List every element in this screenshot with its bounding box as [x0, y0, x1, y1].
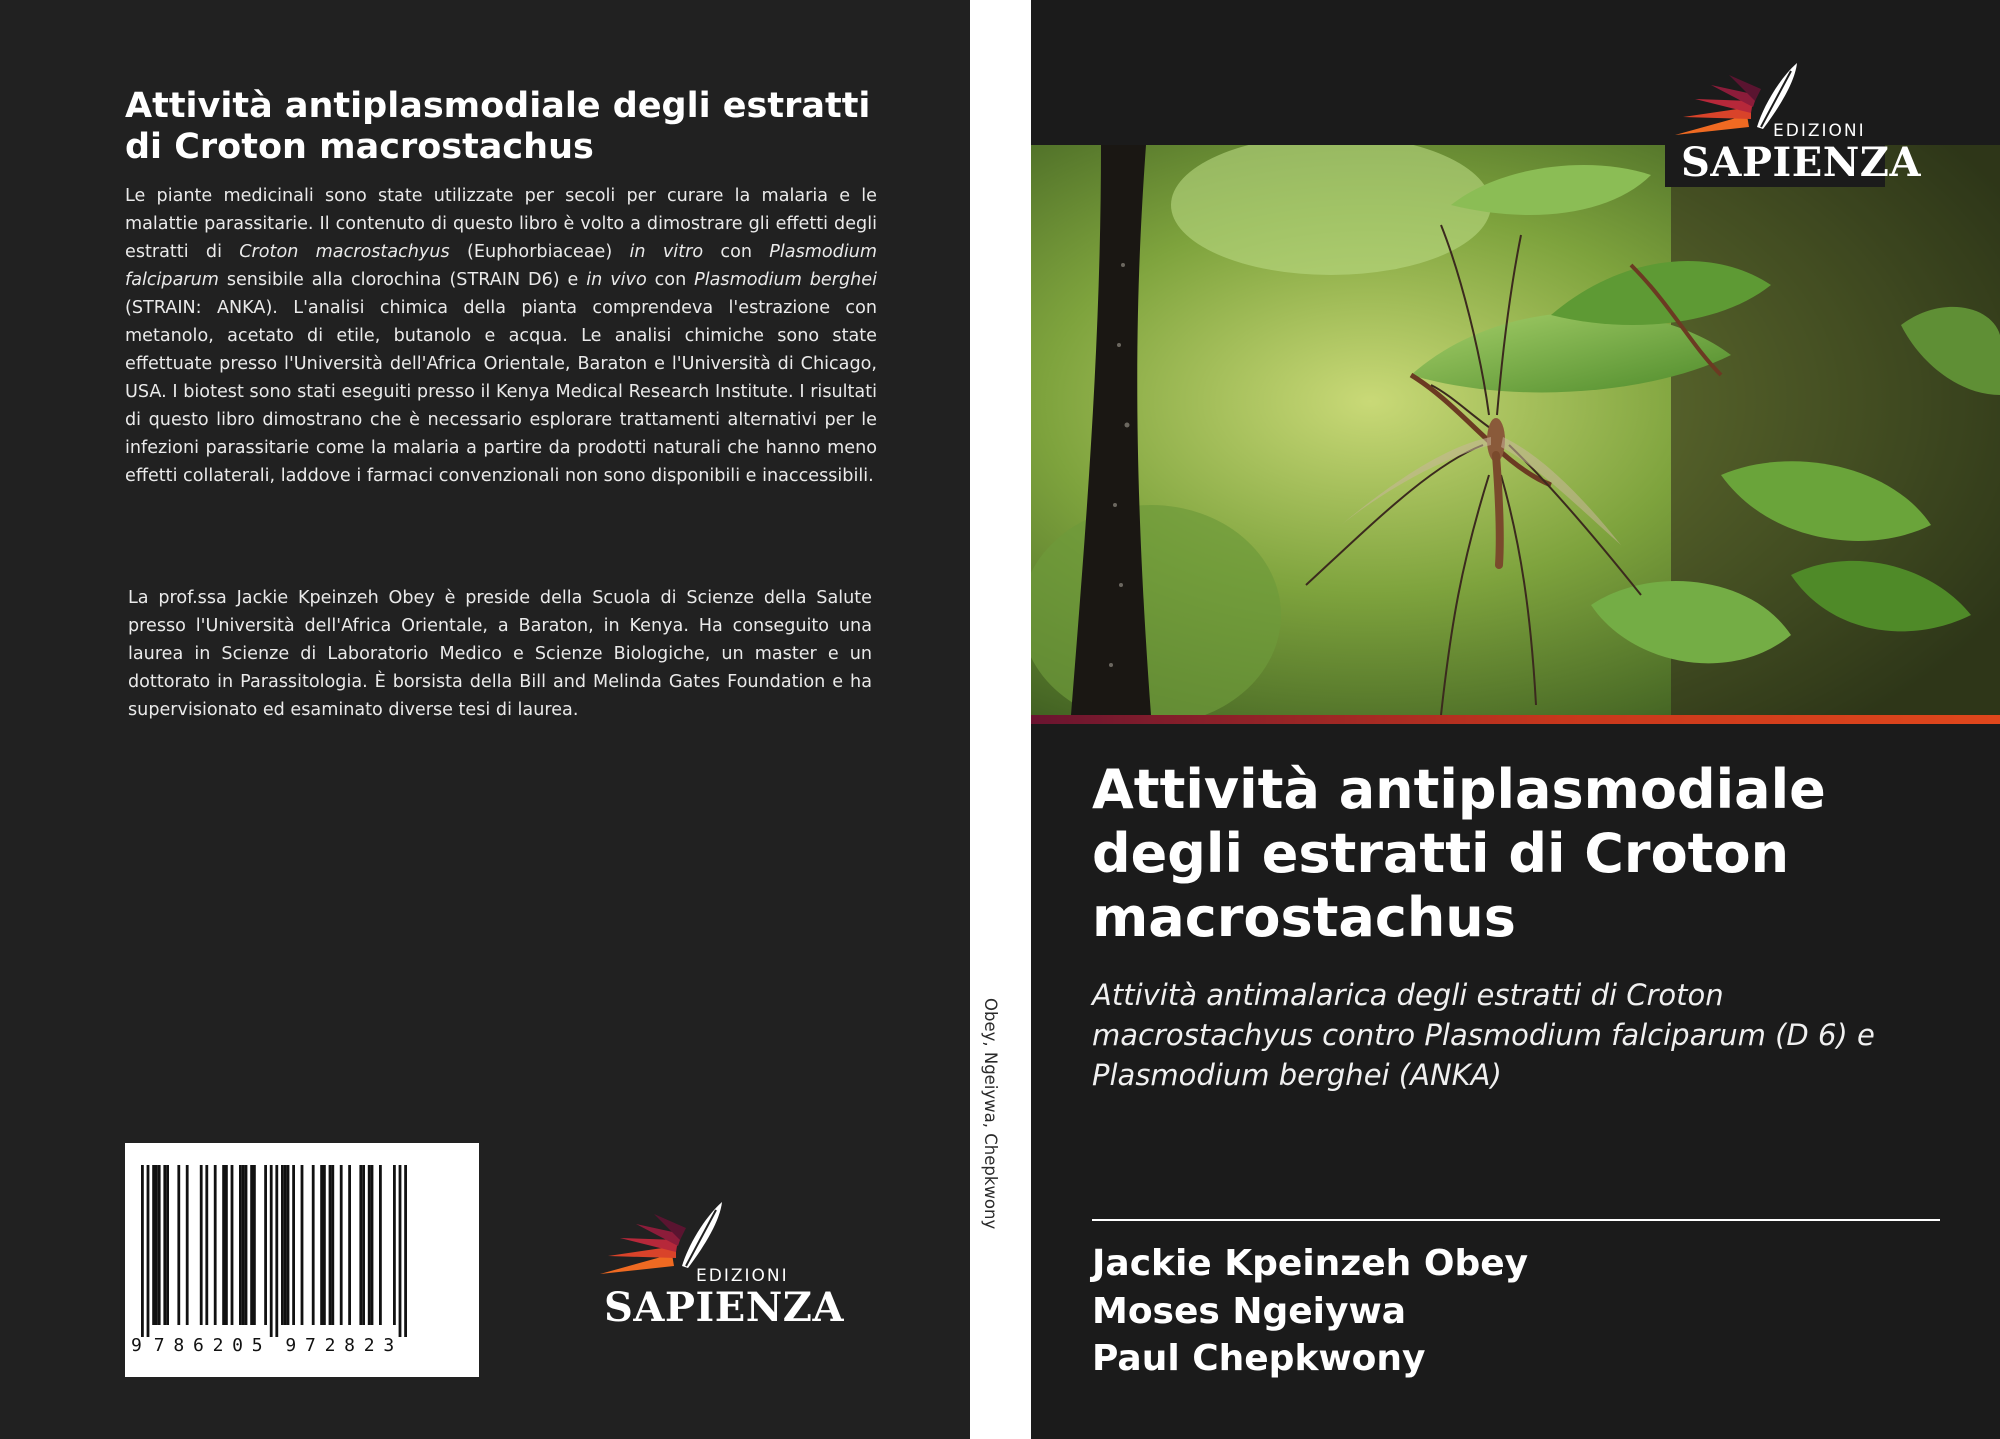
back-cover-title: Attività antiplasmodiale degli estratti di Croton macrostachus [125, 86, 871, 167]
barcode-bar [379, 1165, 382, 1325]
barcode-bar [320, 1165, 323, 1325]
barcode-bar [177, 1165, 180, 1325]
description-text: (Euphorbiaceae) [449, 242, 630, 262]
barcode-bar [158, 1165, 161, 1325]
barcode-bar [231, 1165, 234, 1325]
barcode-digit: 6 [192, 1335, 204, 1356]
barcode-bar [368, 1165, 371, 1325]
barcode-bar [359, 1165, 362, 1325]
barcode-bar [253, 1165, 256, 1325]
author-name: Moses Ngeiywa [1092, 1291, 1407, 1332]
barcode-bar [200, 1165, 203, 1325]
barcode-digit: 0 [232, 1335, 244, 1356]
divider-line [1092, 1219, 1940, 1221]
barcode-bar [186, 1165, 189, 1325]
publisher-line1: EDIZIONI [1773, 121, 1866, 141]
barcode-bar [284, 1165, 287, 1325]
barcode-bar [371, 1165, 374, 1325]
publisher-line1: EDIZIONI [696, 1266, 789, 1286]
author-name: Paul Chepkwony [1092, 1338, 1426, 1379]
barcode-bar [404, 1165, 407, 1337]
front-cover-title: Attività antiplasmodiale degli estratti di Croton macrostachus [1092, 758, 1826, 949]
author-bio: La prof.ssa Jackie Kpeinzeh Obey è preside della Scuola di Scienze della Salute presso l'Università dell'Africa Orientale, a Baraton, in Kenya. Ha conseguito una laurea in Scienze di Laboratorio Medico e Scienze Biologiche, un master e un dottorato in Parassitologia. È borsista della Bill and Melinda Gates Foundation e ha supervisionato ed esaminato diverse tesi di laurea. [128, 588, 872, 720]
barcode-bar [155, 1165, 158, 1325]
back-cover-description [125, 182, 877, 490]
description-italic-term: in vivo [586, 270, 647, 290]
barcode-bar [270, 1165, 273, 1337]
barcode-bar [331, 1165, 334, 1325]
barcode-digit: 2 [324, 1335, 336, 1356]
publisher-logo-back [592, 1196, 844, 1336]
barcode-digit: 5 [251, 1335, 263, 1356]
barcode-bar [163, 1165, 166, 1325]
barcode-digit: 7 [304, 1335, 316, 1356]
barcode-bar [166, 1165, 169, 1325]
barcode-bar [242, 1165, 245, 1325]
barcode-bar [312, 1165, 315, 1325]
description-text: con [646, 270, 695, 290]
description-italic-term: Croton macrostachyus [239, 242, 450, 262]
description-text: Le piante medicinali sono state utilizzate per secoli per curare la malaria e le malattie parassitarie. Il contenuto di questo libro è volto a dimostrare gli effetti degli estratti di [125, 186, 877, 262]
barcode-bar [152, 1165, 155, 1325]
barcode-bar [245, 1165, 248, 1325]
barcode-digit: 2 [212, 1335, 224, 1356]
barcode-digit: 3 [383, 1335, 395, 1356]
barcode-bar [329, 1165, 332, 1325]
barcode-bar [281, 1165, 284, 1325]
barcode-bar [292, 1165, 295, 1325]
barcode-bar [362, 1165, 365, 1325]
barcode-digit: 8 [344, 1335, 356, 1356]
description-text: con [703, 242, 770, 262]
publisher-line2: SAPIENZA [1681, 139, 1921, 186]
spine [970, 0, 1031, 1439]
isbn-barcode [125, 1143, 479, 1377]
barcode-graphic [125, 1143, 479, 1377]
barcode-digit: 9 [131, 1335, 142, 1356]
description-italic-term: Plasmodium berghei [694, 270, 878, 290]
barcode-bar [393, 1165, 396, 1325]
barcode-digit: 7 [153, 1335, 165, 1356]
barcode-digit: 8 [173, 1335, 185, 1356]
description-italic-term: in vitro [629, 242, 704, 262]
publisher-logo-front [1665, 55, 1921, 187]
barcode-bar [287, 1165, 290, 1325]
barcode-bar [147, 1165, 150, 1337]
barcode-bar [340, 1165, 343, 1325]
accent-stripe [1031, 715, 2000, 724]
barcode-bar [348, 1165, 351, 1325]
cover-photo-mosquito [1031, 145, 2000, 715]
barcode-digit: 2 [363, 1335, 375, 1356]
publisher-line2: SAPIENZA [604, 1284, 844, 1331]
barcode-bar [250, 1165, 253, 1325]
barcode-bar [141, 1165, 144, 1337]
barcode-bar [275, 1165, 278, 1337]
barcode-bar [239, 1165, 242, 1325]
barcode-bar [323, 1165, 326, 1325]
description-text: sensibile alla clorochina (STRAIN D6) e [218, 270, 587, 290]
spine-authors: Obey, Ngeiywa, Chepkwony [981, 998, 1000, 1230]
barcode-bar [205, 1165, 208, 1325]
author-name: Jackie Kpeinzeh Obey [1092, 1243, 1529, 1284]
front-cover-subtitle: Attività antimalarica degli estratti di Croton macrostachyus contro Plasmodium falciparum (D 6) e Plasmodium berghei (ANKA) [1092, 978, 1875, 1092]
barcode-bar [399, 1165, 402, 1337]
description-text: (STRAIN: ANKA). L'analisi chimica della pianta comprendeva l'estrazione con metanolo, acetato di etile, butanolo e acqua. Le analisi chimiche sono state effettuate presso l'Università dell'Africa Orientale, Baraton e l'Università di Chicago, USA. I biotest sono stati eseguiti presso il Kenya Medical Research Institute. I risultati di questo libro dimostrano che è necessario esplorare trattamenti alternativi per le infezioni parassitarie come la malaria a partire da prodotti naturali che hanno meno effetti collaterali, laddove i farmaci convenzionali non sono disponibili e inaccessibili. [125, 298, 877, 486]
barcode-bar [222, 1165, 225, 1325]
barcode-bar [301, 1165, 304, 1325]
description-italic-term: Plasmodium falciparum [125, 242, 877, 290]
barcode-bar [214, 1165, 217, 1325]
barcode-bar [225, 1165, 228, 1325]
barcode-bar [264, 1165, 267, 1325]
barcode-digit: 9 [285, 1335, 297, 1356]
